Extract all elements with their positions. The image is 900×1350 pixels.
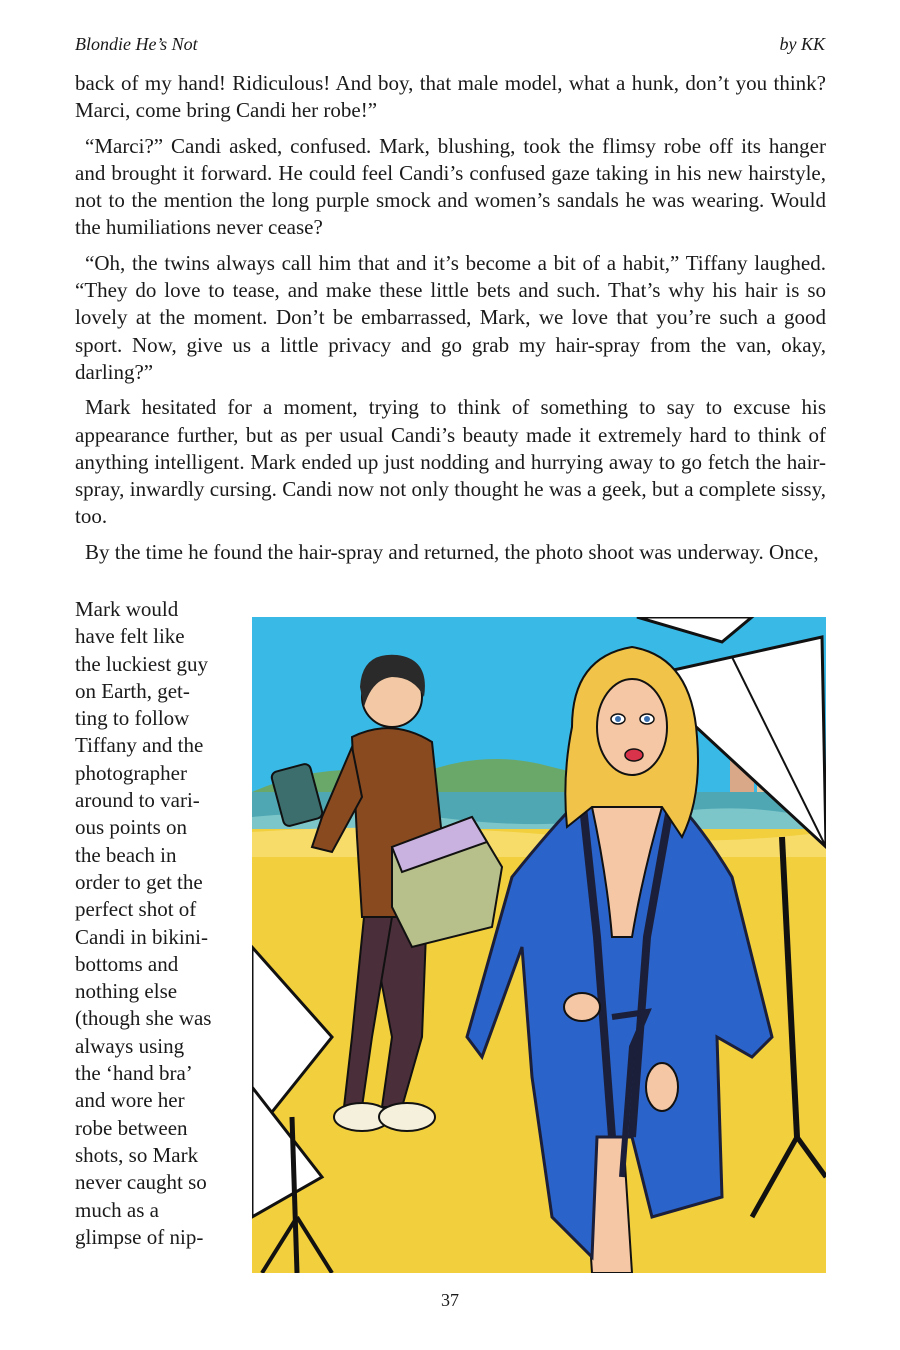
text-line: the ‘hand bra’ bbox=[75, 1061, 193, 1086]
text-line: bottoms and bbox=[75, 951, 179, 976]
text-line: robe between bbox=[75, 1115, 188, 1140]
text-line: and wore her bbox=[75, 1088, 185, 1113]
text-line: much as a bbox=[75, 1197, 159, 1222]
text-line: shots, so Mark bbox=[75, 1142, 199, 1167]
paragraph: By the time he found the hair-spray and returned, the photo shoot was underway. Once, bbox=[85, 539, 819, 564]
text-line: around to vari- bbox=[75, 788, 200, 813]
text-line: ous points on bbox=[75, 815, 188, 840]
text-line: ting to follow bbox=[75, 706, 190, 731]
text-line: order to get the bbox=[75, 869, 203, 894]
text-line: photographer bbox=[75, 760, 187, 785]
text-line: perfect shot of bbox=[75, 897, 197, 922]
body-text bbox=[75, 70, 826, 566]
paragraph: Mark hesitated for a moment, trying to think of something to say to excuse his appearance further, but as per usual Candi’s beauty made it extremely hard to think of anything intelligent. Mark ended up just nodding and hurrying away to go fetch the hair-spray, inwardly cursing. Candi now not only thought he was a geek, but a complete sissy, too. bbox=[75, 395, 826, 529]
author-byline: by KK bbox=[779, 34, 825, 54]
text-line: glimpse of nip- bbox=[75, 1224, 204, 1249]
text-line: the beach in bbox=[75, 842, 177, 867]
text-line: always using bbox=[75, 1033, 185, 1058]
wrapped-text-column bbox=[75, 596, 240, 1251]
book-title: Blondie He’s Not bbox=[75, 34, 198, 54]
paragraph: back of my hand! Ridiculous! And boy, that male model, what a hunk, don’t you think? Marci, come bring Candi her robe!” bbox=[75, 71, 826, 123]
comic-illustration bbox=[252, 617, 826, 1273]
text-line: never caught so bbox=[75, 1170, 207, 1195]
text-line: the luckiest guy bbox=[75, 651, 208, 676]
paragraph: “Oh, the twins always call him that and it’s become a bit of a habit,” Tiffany laughed. “They do love to tease, and make these little bets and such. That’s why his hair is so lovely at the moment. Don’t be embarrassed, Mark, we love that you’re such a good sport. Now, give us a little privacy and go grab my hair-spray from the van, okay, darling?” bbox=[75, 250, 826, 384]
text-line: have felt like bbox=[75, 624, 185, 649]
text-line: on Earth, get- bbox=[75, 678, 190, 703]
running-header bbox=[75, 34, 825, 60]
text-line: nothing else bbox=[75, 979, 178, 1004]
text-line: Mark would bbox=[75, 597, 179, 621]
page-number: 37 bbox=[441, 1290, 459, 1310]
text-line: Candi in bikini- bbox=[75, 924, 208, 949]
text-line: Tiffany and the bbox=[75, 733, 204, 758]
paragraph: “Marci?” Candi asked, confused. Mark, blushing, took the flimsy robe off its hanger and brought it forward. He could feel Candi’s confused gaze taking in his new hairstyle, not to the mention the long purple smock and women’s sandals he was wearing. Would the humiliations never cease? bbox=[75, 133, 826, 240]
text-line: (though she was bbox=[75, 1006, 212, 1031]
